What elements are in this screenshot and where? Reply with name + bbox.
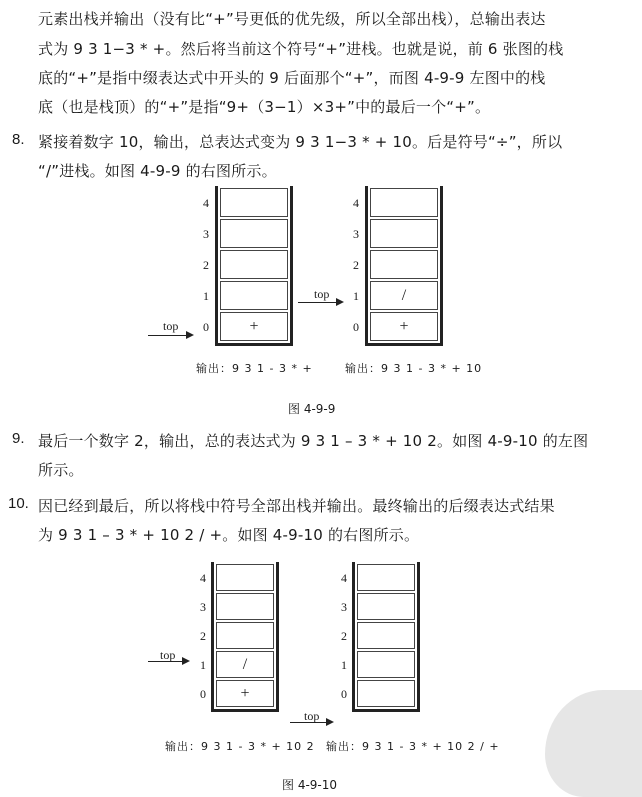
stack-index-label: 2 (341, 628, 347, 643)
stack-cell (220, 281, 288, 310)
stack-index-label: 2 (353, 257, 359, 272)
stack-cell (220, 250, 288, 279)
stack-cell: / (216, 651, 274, 678)
output-expression: 输出：9 3 1 - 3 * + 10 (345, 362, 483, 375)
figure-caption: 图 4-9-10 (282, 778, 338, 792)
text-line: 最后一个数字 2，输出，总的表达式为 9 3 1 – 3 * + 10 2。如图 4-9-10 的左图 (38, 432, 589, 450)
item-number: 8. (12, 131, 25, 148)
stack-cell (357, 651, 415, 678)
text-line: 为 9 3 1 – 3 * + 10 2 / +。如图 4-9-10 的右图所示。 (38, 526, 420, 544)
stack-index-label: 1 (200, 657, 206, 672)
stack-diagram (352, 562, 420, 712)
stack-index-label: 2 (203, 257, 209, 272)
stack-cell (370, 188, 438, 217)
figure-caption: 图 4-9-9 (288, 402, 336, 416)
stack-index-label: 4 (341, 570, 347, 585)
stack-cell: / (370, 281, 438, 310)
stack-index-label: 1 (341, 657, 347, 672)
top-label: top (314, 287, 330, 301)
stack-cell (357, 564, 415, 591)
text-line: 因已经到最后，所以将栈中符号全部出栈并输出。最终输出的后缀表达式结果 (38, 497, 555, 515)
text-line: 元素出栈并输出（没有比“+”号更低的优先级，所以全部出栈），总输出表达 (38, 10, 546, 28)
stack-cell (220, 219, 288, 248)
stack-cell (220, 188, 288, 217)
text-line: 所示。 (38, 461, 84, 479)
stack-index-label: 4 (353, 195, 359, 210)
stack-index-label: 3 (203, 226, 209, 241)
stack-diagram (215, 186, 293, 346)
item-number: 10. (8, 495, 29, 512)
stack-cell (370, 250, 438, 279)
stack-index-label: 4 (203, 195, 209, 210)
output-expression: 输出：9 3 1 - 3 * + (196, 362, 313, 375)
stack-cell (216, 564, 274, 591)
stack-cell: + (220, 312, 288, 341)
top-label: top (163, 319, 179, 333)
stack-cell (370, 219, 438, 248)
stack-index-label: 0 (200, 686, 206, 701)
stack-index-label: 1 (353, 288, 359, 303)
top-label: top (304, 709, 320, 723)
top-pointer-arrow-icon (148, 335, 192, 336)
text-line: “/”进栈。如图 4-9-9 的右图所示。 (38, 162, 277, 180)
stack-cell (216, 593, 274, 620)
stack-cell (357, 593, 415, 620)
stack-cell (357, 680, 415, 707)
stack-diagram (211, 562, 279, 712)
text-line: 式为 9 3 1−3 * +。然后将当前这个符号“+”进栈。也就是说，前 6 张图的栈 (38, 40, 564, 58)
stack-index-label: 3 (341, 599, 347, 614)
stack-cell: + (370, 312, 438, 341)
stack-index-label: 0 (203, 319, 209, 334)
output-expression: 输出：9 3 1 - 3 * + 10 2 (165, 740, 315, 753)
stack-cell (216, 622, 274, 649)
stack-index-label: 0 (353, 319, 359, 334)
stack-cell (357, 622, 415, 649)
item-number: 9. (12, 430, 25, 447)
stack-index-label: 2 (200, 628, 206, 643)
stack-index-label: 1 (203, 288, 209, 303)
stack-cell: + (216, 680, 274, 707)
stack-index-label: 4 (200, 570, 206, 585)
top-pointer-arrow-icon (298, 302, 342, 303)
stack-index-label: 3 (353, 226, 359, 241)
watermark-stamp (545, 690, 642, 797)
top-label: top (160, 648, 176, 662)
text-line: 底（也是栈顶）的“+”是指“9+（3−1）×3+”中的最后一个“+”。 (38, 98, 491, 116)
stack-index-label: 0 (341, 686, 347, 701)
text-line: 底的“+”是指中缀表达式中开头的 9 后面那个“+”，而图 4-9-9 左图中的栈 (38, 69, 546, 87)
stack-diagram (365, 186, 443, 346)
output-expression: 输出：9 3 1 - 3 * + 10 2 / + (326, 740, 500, 753)
text-line: 紧接着数字 10，输出，总表达式变为 9 3 1−3 * + 10。后是符号“÷”，所以 (38, 133, 563, 151)
stack-index-label: 3 (200, 599, 206, 614)
